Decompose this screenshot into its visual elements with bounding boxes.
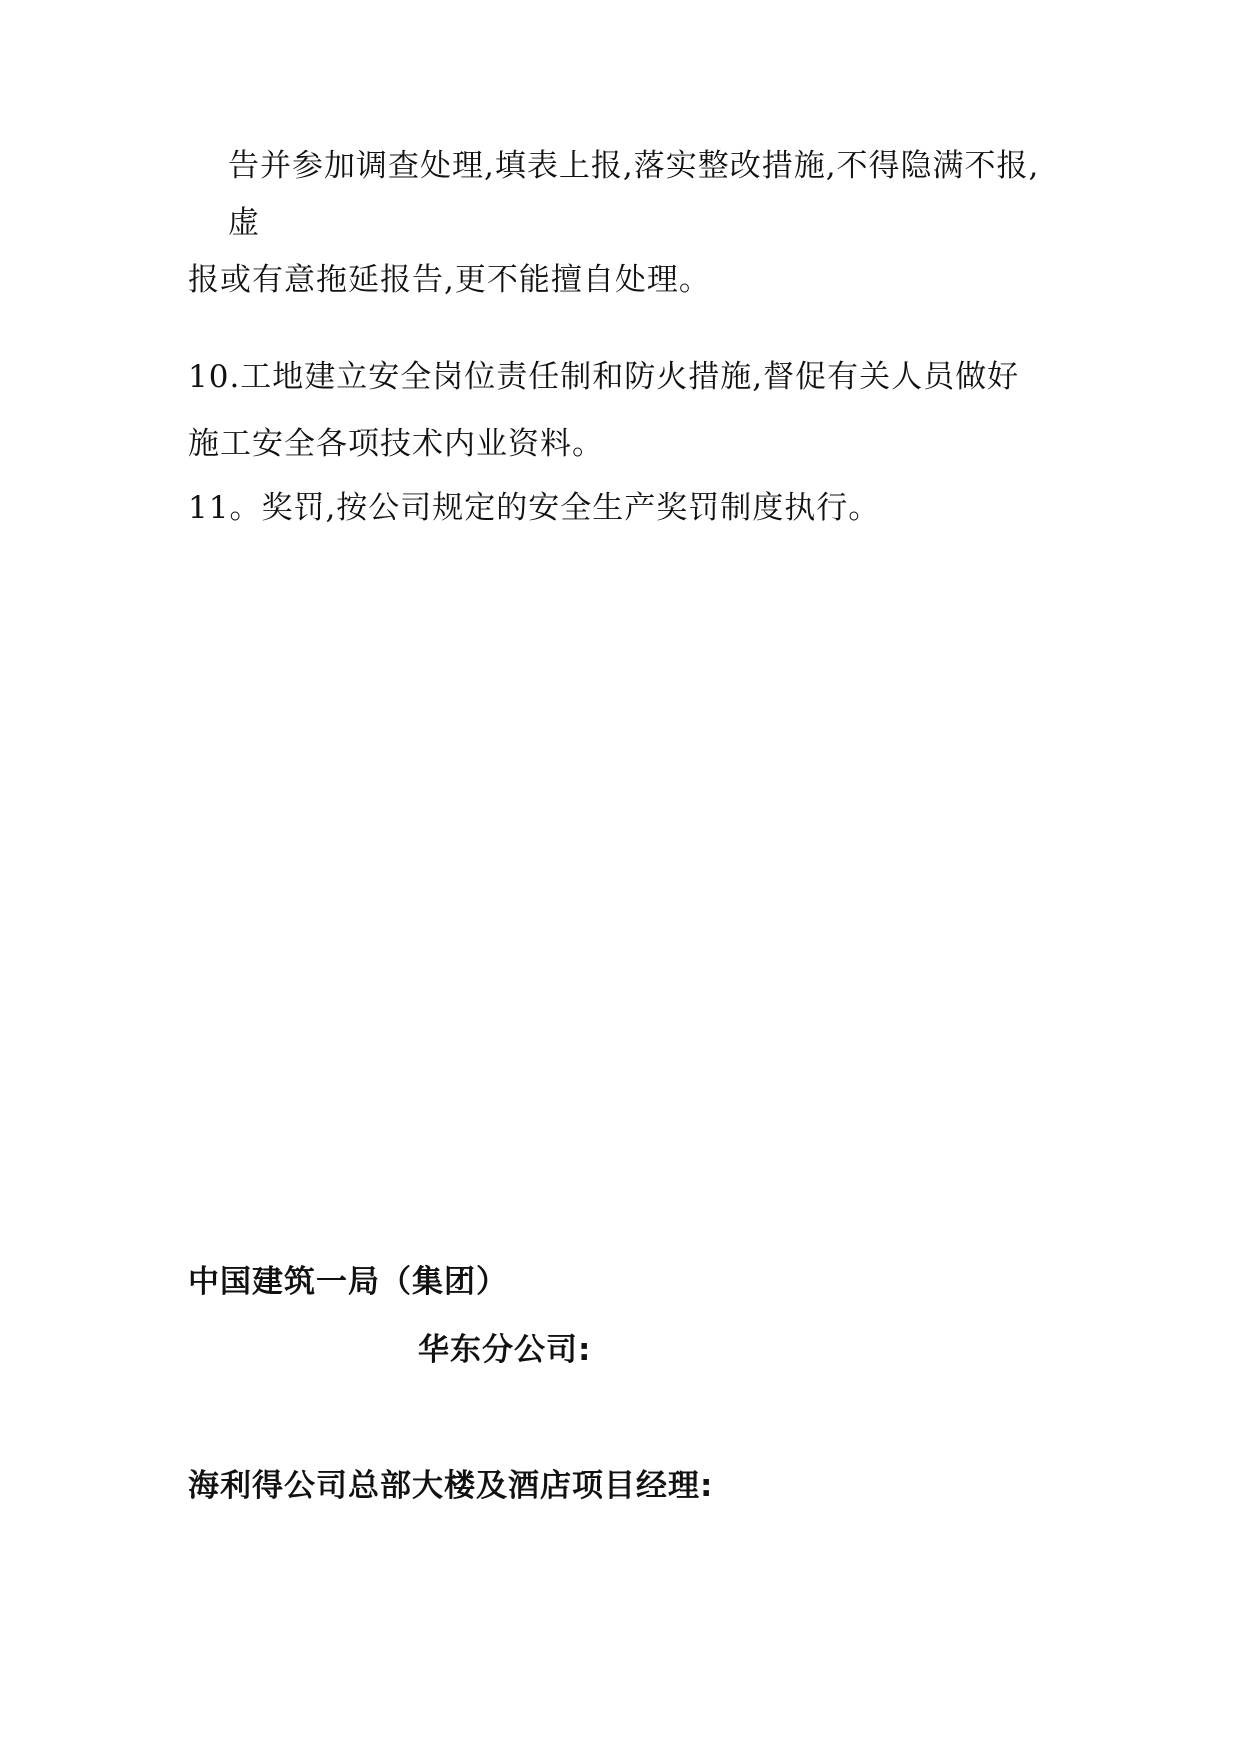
company-signature-label: 中国建筑一局（集团） [188,1264,508,1300]
paragraph-line-5: 施工安全各项技术内业资料。 [188,426,604,462]
paragraph-line-6: 11。奖罚,按公司规定的安全生产奖罚制度执行。 [188,490,881,526]
paragraph-line-1: 告并参加调查处理,填表上报,落实整改措施,不得隐满不报, [228,148,1040,184]
paragraph-line-4: 10.工地建立安全岗位责任制和防火措施,督促有关人员做好 [188,359,1020,395]
paragraph-line-2: 虚 [228,205,260,241]
paragraph-line-3: 报或有意拖延报告,更不能擅自处理。 [188,262,711,298]
project-manager-signature-label: 海利得公司总部大楼及酒店项目经理: [188,1468,714,1504]
branch-signature-label: 华东分公司: [418,1332,592,1368]
